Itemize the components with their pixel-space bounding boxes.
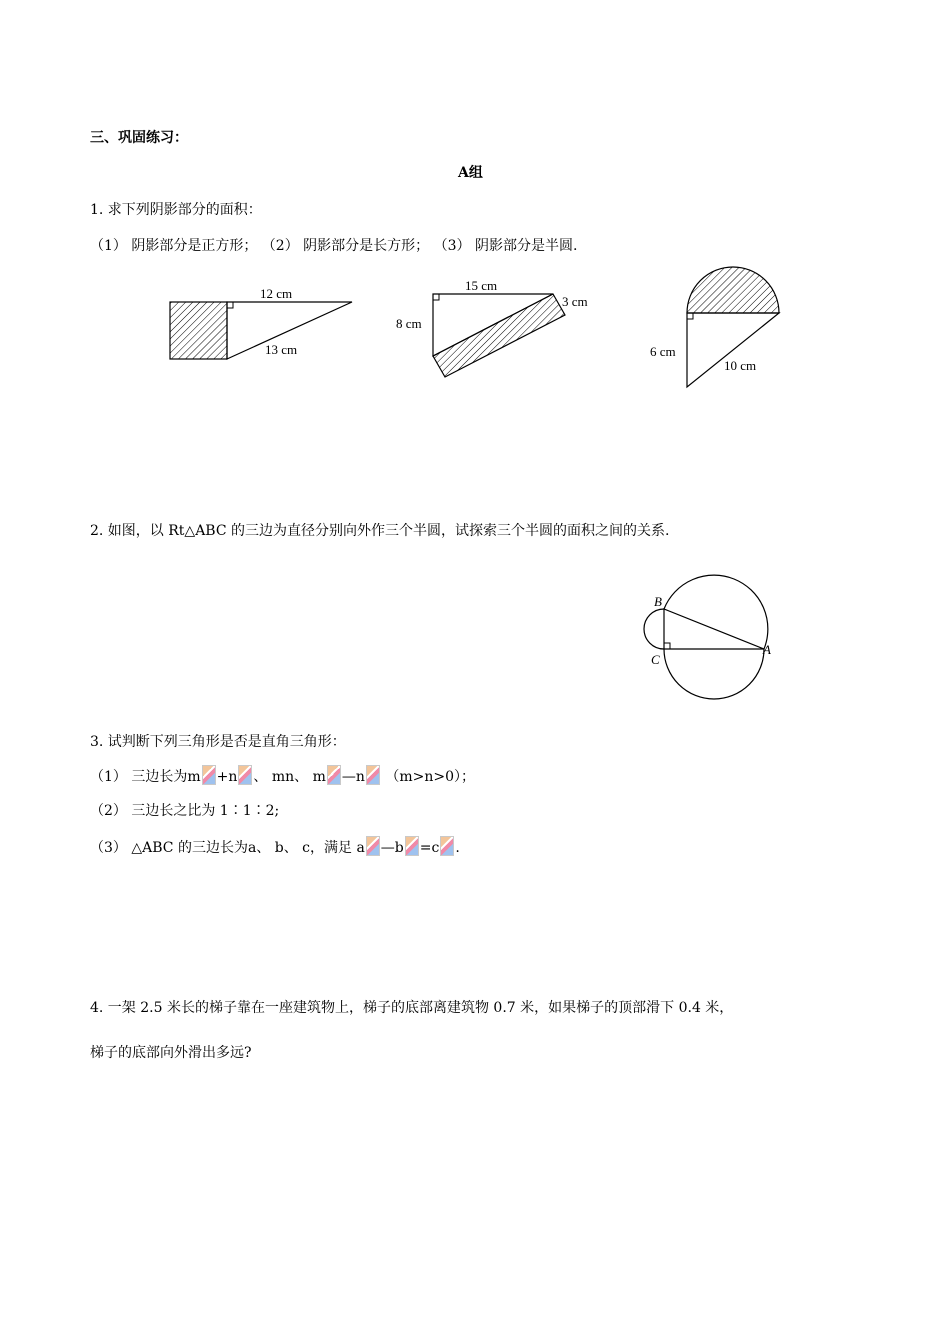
section-title: 三、巩固练习： [90,130,188,146]
vertex-a: A [763,642,771,657]
right-angle-mark [433,294,439,300]
vertex-c: C [651,652,660,667]
question-1-parts: （1） 阴影部分是正方形； （2） 阴影部分是长方形； （3） 阴影部分是半圆. [90,238,578,254]
formula-image-icon [327,765,341,785]
label-8cm: 8 cm [396,316,422,331]
question-4-line-2: 梯子的底部向外滑出多远? [90,1045,252,1061]
group-title: A组 [458,165,483,181]
shaded-semicircle [687,267,779,313]
label-3cm: 3 cm [562,294,588,309]
figure-semicircle-triangle [640,260,800,395]
question-3-part-3: （3） △ABC 的三边长为a、 b、 c，满足 a —b =c . [90,836,460,858]
label-12cm: 12 cm [260,286,293,301]
formula-image-icon [366,836,380,856]
label-10cm: 10 cm [724,358,757,373]
question-1-text: 1. 求下列阴影部分的面积： [90,202,262,218]
semicircle-on-ca [664,649,764,699]
right-triangle [687,313,779,387]
semicircle-on-bc [644,609,664,649]
formula-image-icon [202,765,216,785]
figure-rectangle-triangle [390,275,605,385]
label-15cm: 15 cm [465,278,498,293]
semicircle-on-hypotenuse [664,575,768,649]
formula-image-icon [405,836,419,856]
right-angle-mark [227,302,233,308]
vertex-b: B [654,594,662,609]
question-3-part-2: （2） 三边长之比为 1∶1∶2; [90,803,280,819]
label-6cm: 6 cm [650,344,676,359]
shaded-square [170,302,227,359]
question-3-text: 3. 试判断下列三角形是否是直角三角形： [90,734,346,750]
shaded-rectangle [433,294,565,377]
right-angle-mark [664,643,670,649]
figure-square-triangle [160,278,370,378]
triangle-abc [664,609,764,649]
question-2-text: 2. 如图，以 Rt△ABC 的三边为直径分别向外作三个半圆，试探索三个半圆的面积之间的关系. [90,523,670,539]
formula-image-icon [440,836,454,856]
question-3-part-1: （1） 三边长为m +n 、 mn、 m —n （m>n>0）； [90,765,475,787]
label-13cm: 13 cm [265,342,298,357]
figure-three-semicircles [635,570,785,705]
right-angle-mark [687,313,693,319]
question-4-line-1: 4. 一架 2.5 米长的梯子靠在一座建筑物上，梯子的底部离建筑物 0.7 米，如果梯子的顶部滑下 0.4 米， [90,1000,734,1016]
formula-image-icon [366,765,380,785]
formula-image-icon [238,765,252,785]
